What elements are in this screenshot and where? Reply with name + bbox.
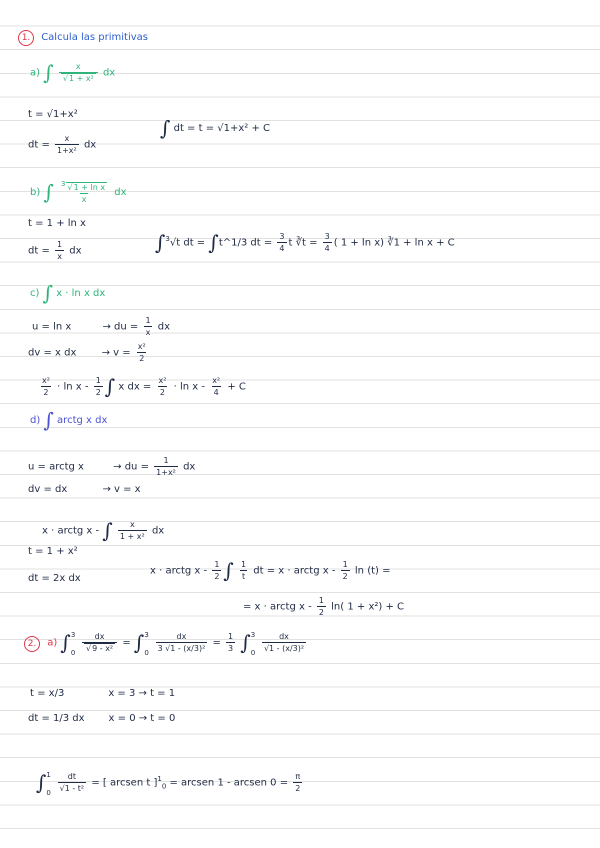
item-d-final: = x · arctg x - $\frac{1}{2}$ ln( 1 + x²) + C [243, 596, 404, 617]
item-b-sub2: dt = $\frac{1}{x}$ dx [28, 240, 82, 261]
item-d-row1: u = arctg x → du = $\frac{1}{\text{1+x²}}$ dx [28, 456, 196, 477]
item-d-sub1: t = 1 + x² [28, 546, 78, 557]
exercise-1-number: 1. [18, 30, 34, 46]
exercise-1-title: Calcula las primitivas [41, 32, 149, 43]
ex2-sub2: dt = 1/3 dx x = 0 → t = 0 [28, 713, 176, 724]
integral-sign: ∫ [43, 60, 54, 85]
item-a-result: ∫ dt = t = √1+x² + C [160, 116, 271, 140]
item-d-step2: x · arctg x - $\frac{1}{2}$ ∫ $\frac{1}{t}$ dt = x · arctg x - $\frac{1}{2}$ ln (t) = [150, 558, 391, 583]
item-c: c) ∫ x · ln x dx [30, 281, 106, 305]
item-c-result: $\frac{\text{x²}}{2}$ · ln x - $\frac{1}{2}$ ∫ x dx = $\frac{\text{x²}}{2}$ · ln x - $\frac{\text{x²}}{4}$ + C [42, 374, 246, 399]
item-b: b) ∫ $\frac{\text{3√ 1 + ln x}}{x}$ dx [30, 180, 127, 204]
exercise-1-heading [18, 30, 148, 46]
item-b-result: ∫$^3$√t dt = ∫t^1/3 dt = $\frac{3}{4}$ t ∛t = $\frac{3}{4}$ ( 1 + ln x) ∛1 + ln x + C [155, 230, 455, 255]
item-a-sub2: dt = $\frac{x}{\text{1+x²}}$ dx [28, 134, 97, 155]
item-b-fraction: $\frac{\text{3√ 1 + ln x}}{x}$ [59, 180, 109, 204]
item-c-row1: u = ln x → du = $\frac{1}{x}$ dx [32, 316, 171, 337]
exercise-2-number: 2. [24, 636, 40, 652]
exercise-2: 2. a) ∫ 3 0 dx √ 9 - x² = ∫ 3 0 $\frac{dx}{\text{3 √1 - (x/3)²}}$ = $\frac{1}{3}$ ∫ 3 0 $\frac{dx}{\text{√1 - (x/3)²}}$ [24, 632, 308, 653]
item-a-fraction: x √ 1 + x² [59, 62, 98, 83]
item-a: a) ∫ x √ 1 + x² dx [30, 62, 115, 83]
ex2-sub1: t = x/3 x = 3 → t = 1 [30, 688, 176, 699]
item-d: d) ∫ arctg x dx [30, 408, 108, 432]
item-c-label: c) [30, 288, 40, 299]
item-d-sub2: dt = 2x dx [28, 573, 81, 584]
item-b-label: b) [30, 186, 41, 198]
integral-sign: ∫ [43, 179, 54, 204]
item-a-sub1: t = √1+x² [28, 109, 78, 120]
item-b-sub1: t = 1 + ln x [28, 218, 86, 229]
item-c-row2: dv = x dx → v = $\frac{\text{x²}}{2}$ [28, 342, 146, 363]
item-d-row2: dv = dx → v = x [28, 484, 141, 495]
item-d-label: d) [30, 415, 41, 426]
ex2-final: ∫ 1 0 $\frac{dt}{\text{√1 - t²}}$ = [ arcsen t ]$^1_0$ = arcsen 1 - arcsen 0 = $\frac{\pi}{2}$ [36, 770, 301, 797]
item-d-step1: x · arctg x - ∫ $\frac{x}{\text{1 + x²}}$ dx [42, 518, 165, 543]
item-a-label: a) [30, 67, 41, 79]
